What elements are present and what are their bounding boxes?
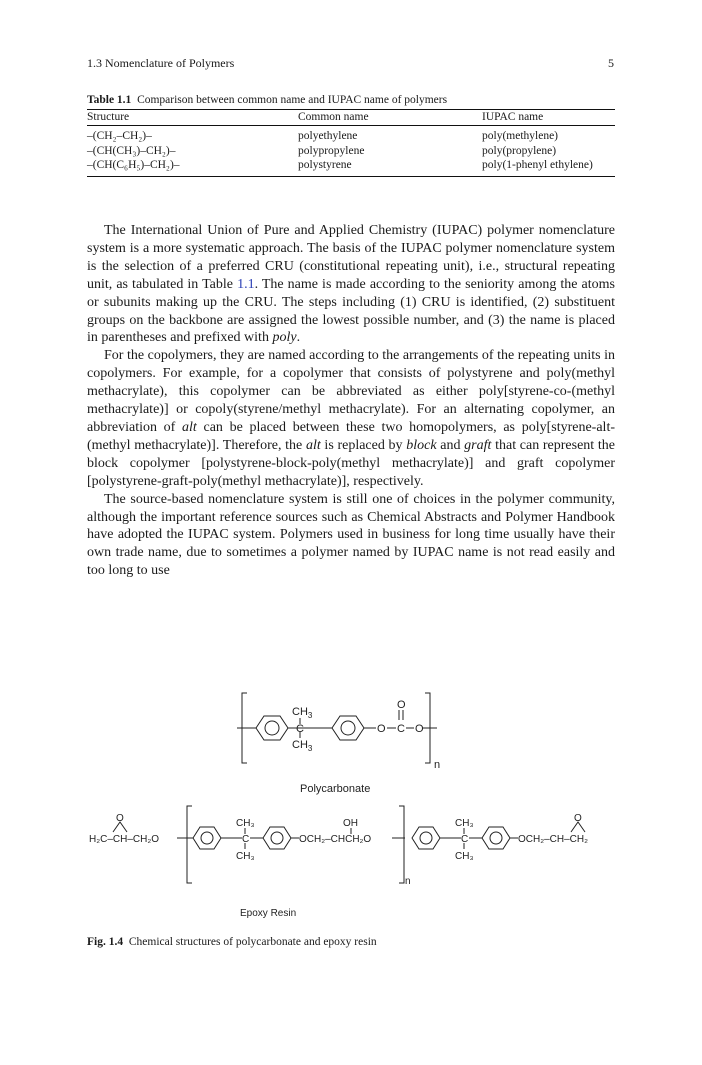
page-number: 5: [608, 56, 614, 70]
epoxide-oxygen-label: O: [116, 813, 124, 824]
aromatic-circle-icon: [201, 832, 213, 844]
text-run: is replaced by: [320, 437, 407, 453]
body-text: [87, 222, 615, 580]
nomenclature-table: [87, 109, 615, 177]
figure-caption: [87, 936, 377, 948]
polycarbonate-structure: [237, 693, 437, 763]
text-run: that can represent the block copolymer [polystyrene-block-poly(methyl methacrylate)] and graft copolymer [polystyrene-graft-poly(methyl methacrylate)], respectively.: [87, 437, 615, 489]
emphasis: alt: [305, 437, 321, 453]
text-run: .: [296, 330, 301, 346]
emphasis: alt: [182, 419, 197, 435]
emphasis: graft: [464, 437, 492, 453]
table-caption-text: Comparison between common name and IUPAC name of polymers: [137, 94, 448, 106]
table-row: [87, 144, 615, 159]
figure-structures: [87, 688, 627, 923]
emphasis: poly: [272, 330, 297, 346]
benzene-ring-icon: [332, 716, 364, 740]
emphasis: block: [406, 437, 437, 453]
text-run: can be placed between these two homopolymers, as poly[styrene-alt-(methyl methacrylate)]. Therefore, the: [87, 419, 615, 453]
section-title: 1.3 Nomenclature of Polymers: [87, 56, 235, 70]
figure-label: Fig. 1.4: [87, 936, 124, 948]
methyl-label: CH₃: [236, 818, 255, 829]
repeat-n-label: n: [434, 759, 441, 771]
text-run: and: [436, 437, 465, 453]
table-cell: –(CH(CH₃)–CH₂)–: [87, 144, 176, 157]
epoxy-labels: [89, 813, 588, 919]
table-cell: –(CH(C₆H₅)–CH₂)–: [87, 159, 180, 171]
repeat-n-label: n: [405, 876, 411, 887]
table-caption: [87, 94, 447, 106]
methyl-label: $CH_3$: [292, 706, 313, 720]
polycarbonate-label: Polycarbonate: [300, 783, 371, 795]
table-header-cell: IUPAC name: [482, 110, 615, 126]
benzene-ring-icon: [193, 827, 221, 849]
aromatic-circle-icon: [341, 721, 355, 735]
figure-caption-text: Chemical structures of polycarbonate and epoxy resin: [128, 936, 377, 948]
benzene-ring-icon: [256, 716, 288, 740]
epoxy-resin-label: Epoxy Resin: [240, 908, 297, 919]
aromatic-circle-icon: [265, 721, 279, 735]
paragraph-source-based: The source-based nomenclature system is still one of choices in the polymer community, although the important reference sources such as Chemical Abstracts and Polymer Handbook have adopted the IUPAC system. Polymers used in business for long time usually have their own trade name, due to sometimes a polymer named by IUPAC name is not read easily and too long to use: [87, 491, 615, 579]
text-run: The International Union of Pure and Applied Chemistry (IUPAC) polymer nomenclature system is a more systematic approach. The basis of the IUPAC polymer nomenclature system is the selection of a preferred CRU (constitutional repeating unit), i.e., structural repeating unit, as tabulated in Table: [87, 223, 615, 292]
epoxide-oxygen-label: O: [574, 813, 582, 824]
hydroxyl-label: OH: [343, 818, 358, 829]
aromatic-circle-icon: [420, 832, 432, 844]
carbon-label: C: [397, 723, 405, 735]
methyl-label: CH₃: [236, 851, 255, 862]
running-header: [87, 56, 614, 71]
epoxy-middle-label: OCH₂–CHCH₂O: [299, 834, 372, 845]
table-label: Table 1.1: [87, 94, 132, 106]
text-run: . The name is made according to the seniority among the atoms or subunits making up the CRU. The steps including (1) CRU is identified, (2) substituent groups on the backbone are assigned the lowest possible number, and (3) the name is placed in parentheses and prefixed with: [87, 276, 615, 346]
aromatic-circle-icon: [490, 832, 502, 844]
paragraph-iupac: [87, 222, 615, 347]
table-header-cell: Common name: [298, 110, 482, 126]
methyl-label: $CH_3$: [292, 739, 313, 753]
carbon-label: C: [296, 723, 304, 735]
oxygen-label: O: [377, 723, 386, 735]
right-bracket-icon: [399, 806, 404, 883]
chemical-structures-drawing: [87, 688, 627, 923]
oxygen-label: O: [415, 723, 424, 735]
epoxy-right-end-label: OCH₂–CH–CH₂: [518, 834, 588, 845]
polycarbonate-labels: [292, 699, 440, 795]
table-cell: –(CH₂–CH₂)–: [87, 130, 152, 142]
left-bracket-icon: [187, 806, 192, 883]
carbon-label: C: [461, 834, 469, 845]
table-row: [87, 126, 615, 144]
table-cell: poly(methylene): [482, 130, 559, 142]
methyl-label: CH₃: [455, 851, 474, 862]
epoxy-left-end-label: H₂C–CH–CH₂O: [89, 834, 159, 845]
table-header-cell: Structure: [87, 110, 298, 126]
benzene-ring-icon: [263, 827, 291, 849]
methyl-label: CH₃: [455, 818, 474, 829]
table-header-row: [87, 110, 615, 126]
table-cell: polyethylene: [298, 130, 358, 142]
table-reference-link[interactable]: 1.1: [237, 276, 255, 292]
table-cell: polypropylene: [298, 144, 365, 157]
carbon-label: C: [242, 834, 250, 845]
table-cell: poly(1-phenyl ethylene): [482, 159, 593, 171]
aromatic-circle-icon: [271, 832, 283, 844]
table-row: [87, 158, 615, 176]
paragraph-copolymers: [87, 347, 615, 490]
oxygen-label: O: [397, 699, 406, 711]
text-run: For the copolymers, they are named according to the arrangements of the repeating units in copolymers. For example, for a copolymer that consists of polystyrene and poly(methyl methacrylate), this copolymer can be abbreviated as either poly[styrene-co-(methyl methacrylate)] or copoly(styrene/methyl methacrylate). For an alternating copolymer, an abbreviation of: [87, 348, 615, 435]
table-cell: poly(propylene): [482, 144, 557, 157]
benzene-ring-icon: [482, 827, 510, 849]
benzene-ring-icon: [412, 827, 440, 849]
table-cell: polystyrene: [298, 159, 352, 171]
